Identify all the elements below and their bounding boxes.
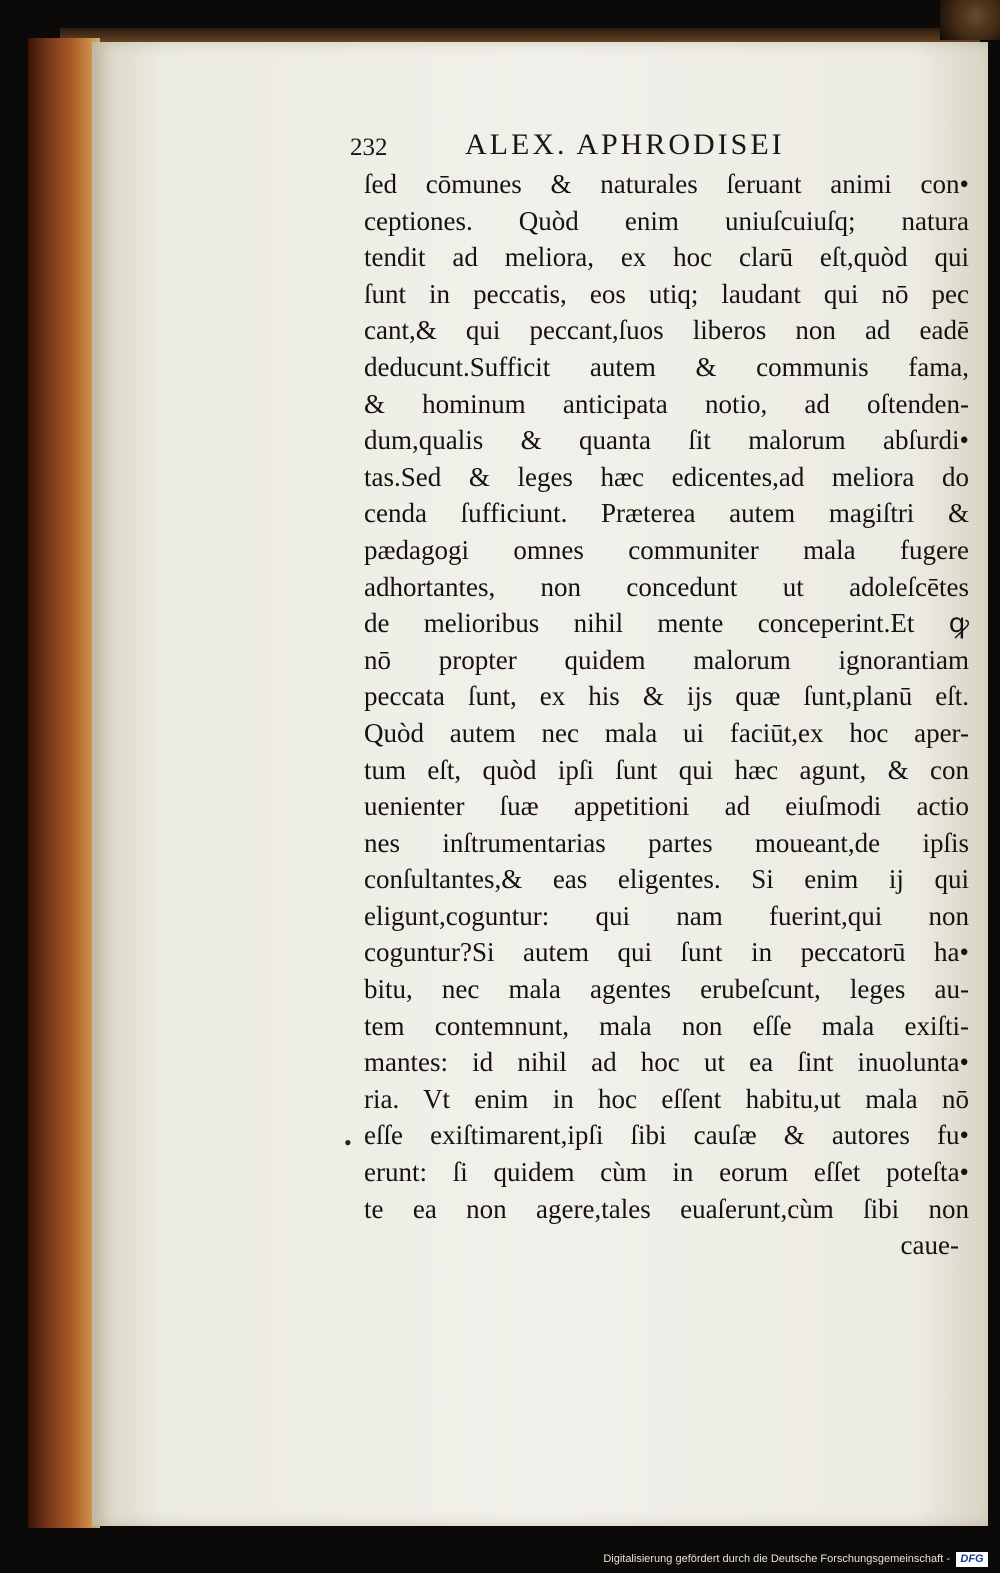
text-line: eligunt,coguntur: qui nam fuerint,qui non bbox=[364, 900, 969, 931]
text-line: conſultantes,& eas eligentes. Si enim ij qui bbox=[364, 864, 969, 895]
text-line: nes inſtrumentarias partes moueant,de ipſis bbox=[364, 827, 969, 858]
text-line: uenienter ſuæ appetitioni ad eiuſmodi actio bbox=[364, 791, 969, 822]
running-head bbox=[350, 128, 970, 168]
text-line: cant,& qui peccant,ſuos liberos non ad eadē bbox=[364, 315, 969, 346]
text-line: ria. Vt enim in hoc eſſent habitu,ut mala nō bbox=[364, 1083, 969, 1114]
catchword: caue- bbox=[900, 1230, 959, 1261]
text-line: eſſe exiſtimarent,ipſi ſibi cauſæ & autores fu• bbox=[364, 1120, 969, 1151]
body-text bbox=[364, 166, 969, 1264]
text-line: tem contemnunt, mala non eſſe mala exiſti- bbox=[364, 1010, 969, 1041]
funding-note: Digitalisierung gefördert durch die Deutsche Forschungsgemeinschaft - bbox=[603, 1553, 950, 1565]
text-line: de melioribus nihil mente conceperint.Et ꝙ bbox=[364, 608, 969, 639]
running-title: ALEX. APHRODISEI bbox=[465, 128, 785, 161]
text-line: Quòd autem nec mala ui faciūt,ex hoc aper- bbox=[364, 717, 969, 748]
text-line: ſed cōmunes & naturales ſeruant animi con• bbox=[364, 169, 969, 199]
text-line: peccata ſunt, ex his & ijs quæ ſunt,planū eſt. bbox=[364, 681, 969, 712]
text-line: deducunt.Sufficit autem & communis fama, bbox=[364, 351, 969, 382]
text-line: erunt: ſi quidem cùm in eorum eſſet poteſta• bbox=[364, 1157, 969, 1188]
text-line: bitu, nec mala agentes erubeſcunt, leges au- bbox=[364, 974, 969, 1005]
margin-mark: • bbox=[344, 1130, 352, 1155]
text-line: tas.Sed & leges hæc edicentes,ad meliora do bbox=[364, 461, 969, 492]
text-line: pædagogi omnes communiter mala fugere bbox=[364, 534, 969, 565]
text-line: te ea non agere,tales euaſerunt,cùm ſibi non bbox=[364, 1193, 969, 1224]
text-line: adhortantes, non concedunt ut adoleſcētes bbox=[364, 571, 969, 602]
page-number: 232 bbox=[350, 134, 388, 161]
text-line: mantes: id nihil ad hoc ut ea ſint inuolunta• bbox=[364, 1047, 969, 1078]
text-line: & hominum anticipata notio, ad oſtenden- bbox=[364, 388, 969, 419]
text-line: tum eſt, quòd ipſi ſunt qui hæc agunt, & con bbox=[364, 754, 969, 785]
text-line: coguntur?Si autem qui ſunt in peccatorū ha• bbox=[364, 937, 969, 968]
text-line: cenda ſufficiunt. Præterea autem magiſtri & bbox=[364, 498, 969, 529]
book-spine-edge bbox=[28, 38, 100, 1528]
footer-bar bbox=[0, 1543, 1000, 1573]
dfg-logo: DFG bbox=[956, 1552, 988, 1567]
text-line: dum,qualis & quanta ſit malorum abſurdi• bbox=[364, 425, 969, 456]
text-line: tendit ad meliora, ex hoc clarū eſt,quòd qui bbox=[364, 242, 969, 273]
text-line: ſunt in peccatis, eos utiq; laudant qui nō pec bbox=[364, 278, 969, 309]
text-line: nō propter quidem malorum ignorantiam bbox=[364, 644, 969, 675]
book-corner bbox=[940, 0, 1000, 40]
text-line: ceptiones. Quòd enim uniuſcuiuſq; natura bbox=[364, 205, 969, 236]
